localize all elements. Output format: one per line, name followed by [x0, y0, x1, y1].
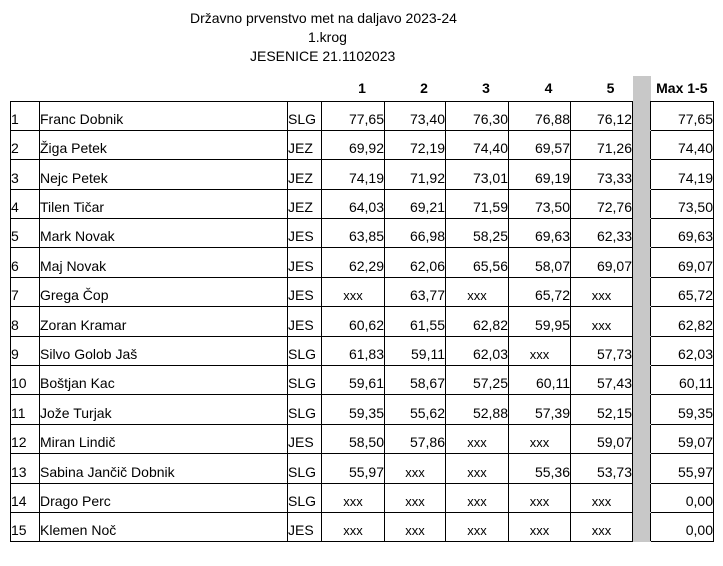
club-cell: SLG: [288, 454, 322, 483]
header-throw-5: 5: [606, 80, 615, 97]
throw-2-cell: 58,67: [385, 366, 446, 395]
throw-4-cell: 69,63: [509, 219, 571, 248]
table-row: [11, 366, 714, 395]
athlete-name-cell: Sabina Jančič Dobnik: [40, 454, 288, 483]
header-rank: [11, 76, 40, 101]
table-row: [11, 307, 714, 336]
separator-cell: [633, 512, 651, 541]
throw-3-cell: 57,25: [446, 366, 509, 395]
table-row: [11, 277, 714, 306]
club-cell: JES: [288, 424, 322, 453]
header-throw-1: 1: [358, 80, 366, 97]
throw-4-cell: 69,19: [509, 160, 571, 189]
throw-2-cell: 59,11: [385, 336, 446, 365]
throw-2-cell: 57,86: [385, 424, 446, 453]
max-cell: 77,65: [651, 101, 714, 130]
throw-1-cell: 61,83: [322, 336, 385, 365]
throw-3-cell: 74,40: [446, 130, 509, 159]
throw-1-cell: 58,50: [322, 424, 385, 453]
throw-2-cell: 71,92: [385, 160, 446, 189]
venue-date-label: JESENICE 21.1102023: [250, 48, 396, 64]
table-row: [11, 130, 714, 159]
separator-cell: [633, 219, 651, 248]
throw-4-cell: xxx: [509, 512, 571, 541]
throw-5-cell: 69,07: [571, 248, 633, 277]
max-cell: 62,82: [651, 307, 714, 336]
athlete-name-cell: Silvo Golob Jaš: [40, 336, 288, 365]
athlete-name-cell: Miran Lindič: [40, 424, 288, 453]
throw-3-cell: 52,88: [446, 395, 509, 424]
table-row: [11, 336, 714, 365]
table-row: [11, 395, 714, 424]
athlete-name-cell: Nejc Petek: [40, 160, 288, 189]
throw-5-cell: 53,73: [571, 454, 633, 483]
athlete-name-cell: Boštjan Kac: [40, 366, 288, 395]
header-throw-4: 4: [544, 80, 553, 97]
table-row: [11, 189, 714, 218]
club-cell: SLG: [288, 483, 322, 512]
throw-4-cell: 65,72: [509, 277, 571, 306]
rank-cell: 7: [11, 277, 40, 306]
competition-title: Državno prvenstvo met na daljavo 2023-24: [190, 10, 457, 26]
throw-2-cell: xxx: [385, 454, 446, 483]
athlete-name-cell: Franc Dobnik: [40, 101, 288, 130]
throw-4-cell: 60,11: [509, 366, 571, 395]
club-cell: JEZ: [288, 160, 322, 189]
throw-2-cell: 69,21: [385, 189, 446, 218]
athlete-name-cell: Jože Turjak: [40, 395, 288, 424]
separator-cell: [633, 395, 651, 424]
separator-cell: [633, 189, 651, 218]
throw-4-cell: xxx: [509, 336, 571, 365]
throw-1-cell: xxx: [322, 512, 385, 541]
throw-3-cell: 62,03: [446, 336, 509, 365]
rank-cell: 2: [11, 130, 40, 159]
throw-3-cell: xxx: [446, 483, 509, 512]
max-cell: 60,11: [651, 366, 714, 395]
throw-5-cell: 71,26: [571, 130, 633, 159]
throw-3-cell: 58,25: [446, 219, 509, 248]
club-cell: JES: [288, 307, 322, 336]
throw-5-cell: xxx: [571, 277, 633, 306]
throw-3-cell: xxx: [446, 512, 509, 541]
throw-1-cell: 77,65: [322, 101, 385, 130]
athlete-name-cell: Grega Čop: [40, 277, 288, 306]
throw-1-cell: 74,19: [322, 160, 385, 189]
throw-5-cell: xxx: [571, 512, 633, 541]
separator-cell: [633, 483, 651, 512]
table-row: [11, 424, 714, 453]
header-club: [288, 76, 322, 101]
throw-5-cell: 76,12: [571, 101, 633, 130]
header-throw-2: 2: [420, 80, 428, 97]
throw-2-cell: 72,19: [385, 130, 446, 159]
athlete-name-cell: Zoran Kramar: [40, 307, 288, 336]
max-cell: 59,35: [651, 395, 714, 424]
throw-2-cell: xxx: [385, 483, 446, 512]
throw-1-cell: 59,61: [322, 366, 385, 395]
club-cell: JES: [288, 277, 322, 306]
table-row: [11, 248, 714, 277]
club-cell: SLG: [288, 101, 322, 130]
athlete-name-cell: Klemen Noč: [40, 512, 288, 541]
separator-cell: [633, 101, 651, 130]
max-cell: 0,00: [651, 512, 714, 541]
throw-4-cell: 58,07: [509, 248, 571, 277]
rank-cell: 3: [11, 160, 40, 189]
header-name: [40, 76, 288, 101]
club-cell: JES: [288, 219, 322, 248]
round-label: 1.krog: [308, 29, 347, 45]
table-body: [11, 101, 714, 542]
throw-2-cell: 73,40: [385, 101, 446, 130]
table-row: [11, 219, 714, 248]
throw-2-cell: 55,62: [385, 395, 446, 424]
club-cell: SLG: [288, 336, 322, 365]
throw-1-cell: xxx: [322, 277, 385, 306]
throw-2-cell: 63,77: [385, 277, 446, 306]
throw-5-cell: 52,15: [571, 395, 633, 424]
max-cell: 62,03: [651, 336, 714, 365]
throw-4-cell: 76,88: [509, 101, 571, 130]
throw-4-cell: 55,36: [509, 454, 571, 483]
throw-2-cell: 61,55: [385, 307, 446, 336]
throw-1-cell: 69,92: [322, 130, 385, 159]
separator-cell: [633, 130, 651, 159]
throw-1-cell: xxx: [322, 483, 385, 512]
throw-5-cell: 59,07: [571, 424, 633, 453]
throw-5-cell: 72,76: [571, 189, 633, 218]
club-cell: SLG: [288, 395, 322, 424]
throw-5-cell: 57,73: [571, 336, 633, 365]
results-table: [10, 76, 714, 542]
rank-cell: 5: [11, 219, 40, 248]
max-cell: 74,19: [651, 160, 714, 189]
header-max: Max 1-5: [656, 80, 708, 97]
max-cell: 73,50: [651, 189, 714, 218]
max-cell: 74,40: [651, 130, 714, 159]
throw-4-cell: 73,50: [509, 189, 571, 218]
header-separator: [633, 76, 651, 101]
rank-cell: 12: [11, 424, 40, 453]
separator-cell: [633, 160, 651, 189]
athlete-name-cell: Drago Perc: [40, 483, 288, 512]
table-row: [11, 454, 714, 483]
throw-4-cell: xxx: [509, 483, 571, 512]
throw-3-cell: 62,82: [446, 307, 509, 336]
throw-3-cell: xxx: [446, 454, 509, 483]
separator-cell: [633, 248, 651, 277]
table-row: [11, 160, 714, 189]
club-cell: JEZ: [288, 189, 322, 218]
separator-cell: [633, 336, 651, 365]
throw-5-cell: 73,33: [571, 160, 633, 189]
throw-1-cell: 55,97: [322, 454, 385, 483]
throw-1-cell: 63,85: [322, 219, 385, 248]
rank-cell: 8: [11, 307, 40, 336]
max-cell: 69,63: [651, 219, 714, 248]
throw-4-cell: 59,95: [509, 307, 571, 336]
throw-5-cell: 62,33: [571, 219, 633, 248]
throw-1-cell: 62,29: [322, 248, 385, 277]
athlete-name-cell: Mark Novak: [40, 219, 288, 248]
rank-cell: 11: [11, 395, 40, 424]
table-row: [11, 101, 714, 130]
club-cell: SLG: [288, 366, 322, 395]
throw-3-cell: xxx: [446, 424, 509, 453]
athlete-name-cell: Maj Novak: [40, 248, 288, 277]
throw-5-cell: 57,43: [571, 366, 633, 395]
separator-cell: [633, 277, 651, 306]
club-cell: JES: [288, 512, 322, 541]
rank-cell: 4: [11, 189, 40, 218]
max-cell: 0,00: [651, 483, 714, 512]
rank-cell: 1: [11, 101, 40, 130]
separator-cell: [633, 366, 651, 395]
throw-3-cell: 71,59: [446, 189, 509, 218]
throw-4-cell: 57,39: [509, 395, 571, 424]
athlete-name-cell: Žiga Petek: [40, 130, 288, 159]
rank-cell: 10: [11, 366, 40, 395]
throw-3-cell: xxx: [446, 277, 509, 306]
throw-3-cell: 65,56: [446, 248, 509, 277]
header-throw-3: 3: [482, 80, 490, 97]
rank-cell: 6: [11, 248, 40, 277]
rank-cell: 13: [11, 454, 40, 483]
throw-1-cell: 64,03: [322, 189, 385, 218]
throw-3-cell: 76,30: [446, 101, 509, 130]
max-cell: 59,07: [651, 424, 714, 453]
throw-5-cell: xxx: [571, 307, 633, 336]
max-cell: 69,07: [651, 248, 714, 277]
throw-5-cell: xxx: [571, 483, 633, 512]
throw-1-cell: 60,62: [322, 307, 385, 336]
club-cell: JES: [288, 248, 322, 277]
throw-4-cell: xxx: [509, 424, 571, 453]
separator-cell: [633, 307, 651, 336]
throw-2-cell: 62,06: [385, 248, 446, 277]
throw-3-cell: 73,01: [446, 160, 509, 189]
separator-cell: [633, 424, 651, 453]
rank-cell: 15: [11, 512, 40, 541]
athlete-name-cell: Tilen Tičar: [40, 189, 288, 218]
table-row: [11, 512, 714, 541]
club-cell: JEZ: [288, 130, 322, 159]
rank-cell: 9: [11, 336, 40, 365]
rank-cell: 14: [11, 483, 40, 512]
max-cell: 55,97: [651, 454, 714, 483]
throw-4-cell: 69,57: [509, 130, 571, 159]
throw-1-cell: 59,35: [322, 395, 385, 424]
max-cell: 65,72: [651, 277, 714, 306]
throw-2-cell: 66,98: [385, 219, 446, 248]
table-row: [11, 483, 714, 512]
table-header: [11, 76, 714, 101]
separator-cell: [633, 454, 651, 483]
throw-2-cell: xxx: [385, 512, 446, 541]
